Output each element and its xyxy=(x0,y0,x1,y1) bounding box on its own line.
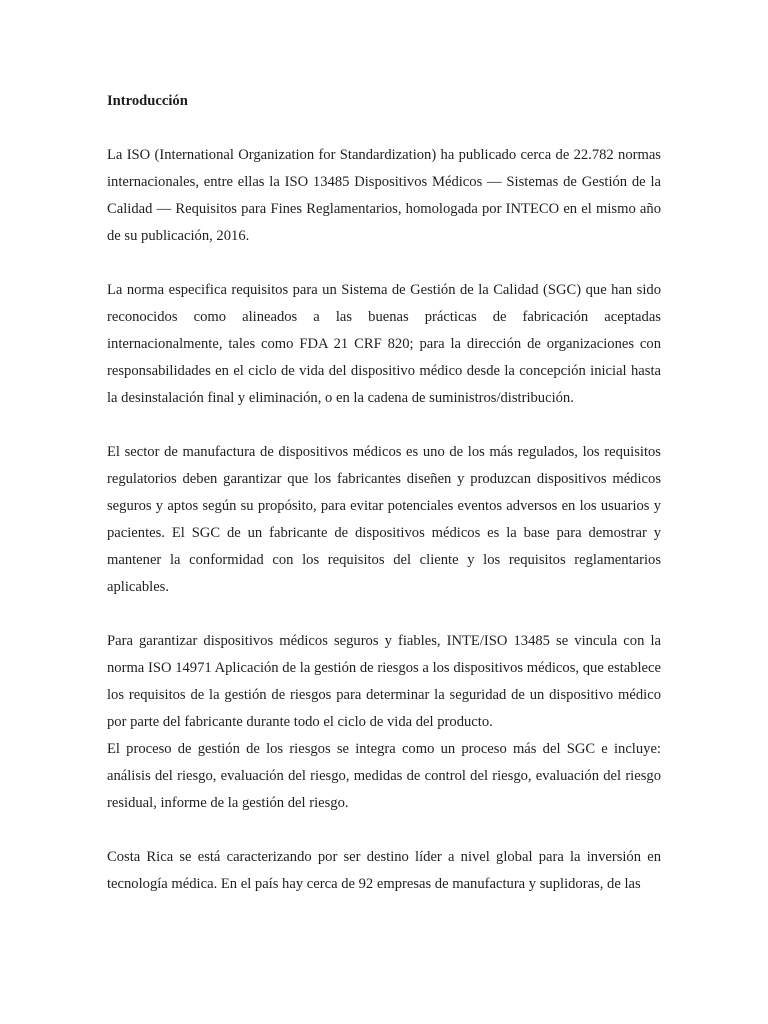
paragraph-risk-process: El proceso de gestión de los riesgos se integra como un proceso más del SGC e incluye: análisis del riesgo, evaluación del riesgo, medidas de control del riesgo, evaluación del riesgo residual, informe de la gestión del riesgo. xyxy=(107,741,661,811)
paragraph-iso-intro: La ISO (International Organization for Standardization) ha publicado cerca de 22.782 normas internacionales, entre ellas la ISO 13485 Dispositivos Médicos — Sistemas de Gestión de la Calidad — Requisitos para Fines Reglamentarios, homologada por INTECO en el mismo año de su publicación, 2016. xyxy=(107,147,661,244)
paragraph-risk-management-standard: Para garantizar dispositivos médicos seguros y fiables, INTE/ISO 13485 se vincula con la norma ISO 14971 Aplicación de la gestión de riesgos a los dispositivos médicos, que establece los requisitos de la gestión de riesgos para determinar la seguridad de un dispositivo médico por parte del fabricante durante todo el ciclo de vida del producto. xyxy=(107,633,661,730)
paragraph-manufacturing-sector: El sector de manufactura de dispositivos médicos es uno de los más regulados, los requisitos regulatorios deben garantizar que los fabricantes diseñen y produzcan dispositivos médicos seguros y aptos según su propósito, para evitar potenciales eventos adversos en los usuarios y pacientes. El SGC de un fabricante de dispositivos médicos es la base para demostrar y mantener la conformidad con los requisitos del cliente y los requisitos reglamentarios aplicables. xyxy=(107,444,661,595)
document-page xyxy=(107,88,661,898)
paragraph-sgc-requirements: La norma especifica requisitos para un Sistema de Gestión de la Calidad (SGC) que han sido reconocidos como alineados a las buenas prácticas de fabricación aceptadas internacionalmente, tales como FDA 21 CRF 820; para la dirección de organizaciones con responsabilidades en el ciclo de vida del dispositivo médico desde la concepción inicial hasta la desinstalación final y eliminación, o en la cadena de suministros/distribución. xyxy=(107,282,661,406)
section-heading: Introducción xyxy=(107,93,188,109)
paragraph-costa-rica: Costa Rica se está caracterizando por ser destino líder a nivel global para la inversión en tecnología médica. En el país hay cerca de 92 empresas de manufactura y suplidoras, de las xyxy=(107,849,661,892)
